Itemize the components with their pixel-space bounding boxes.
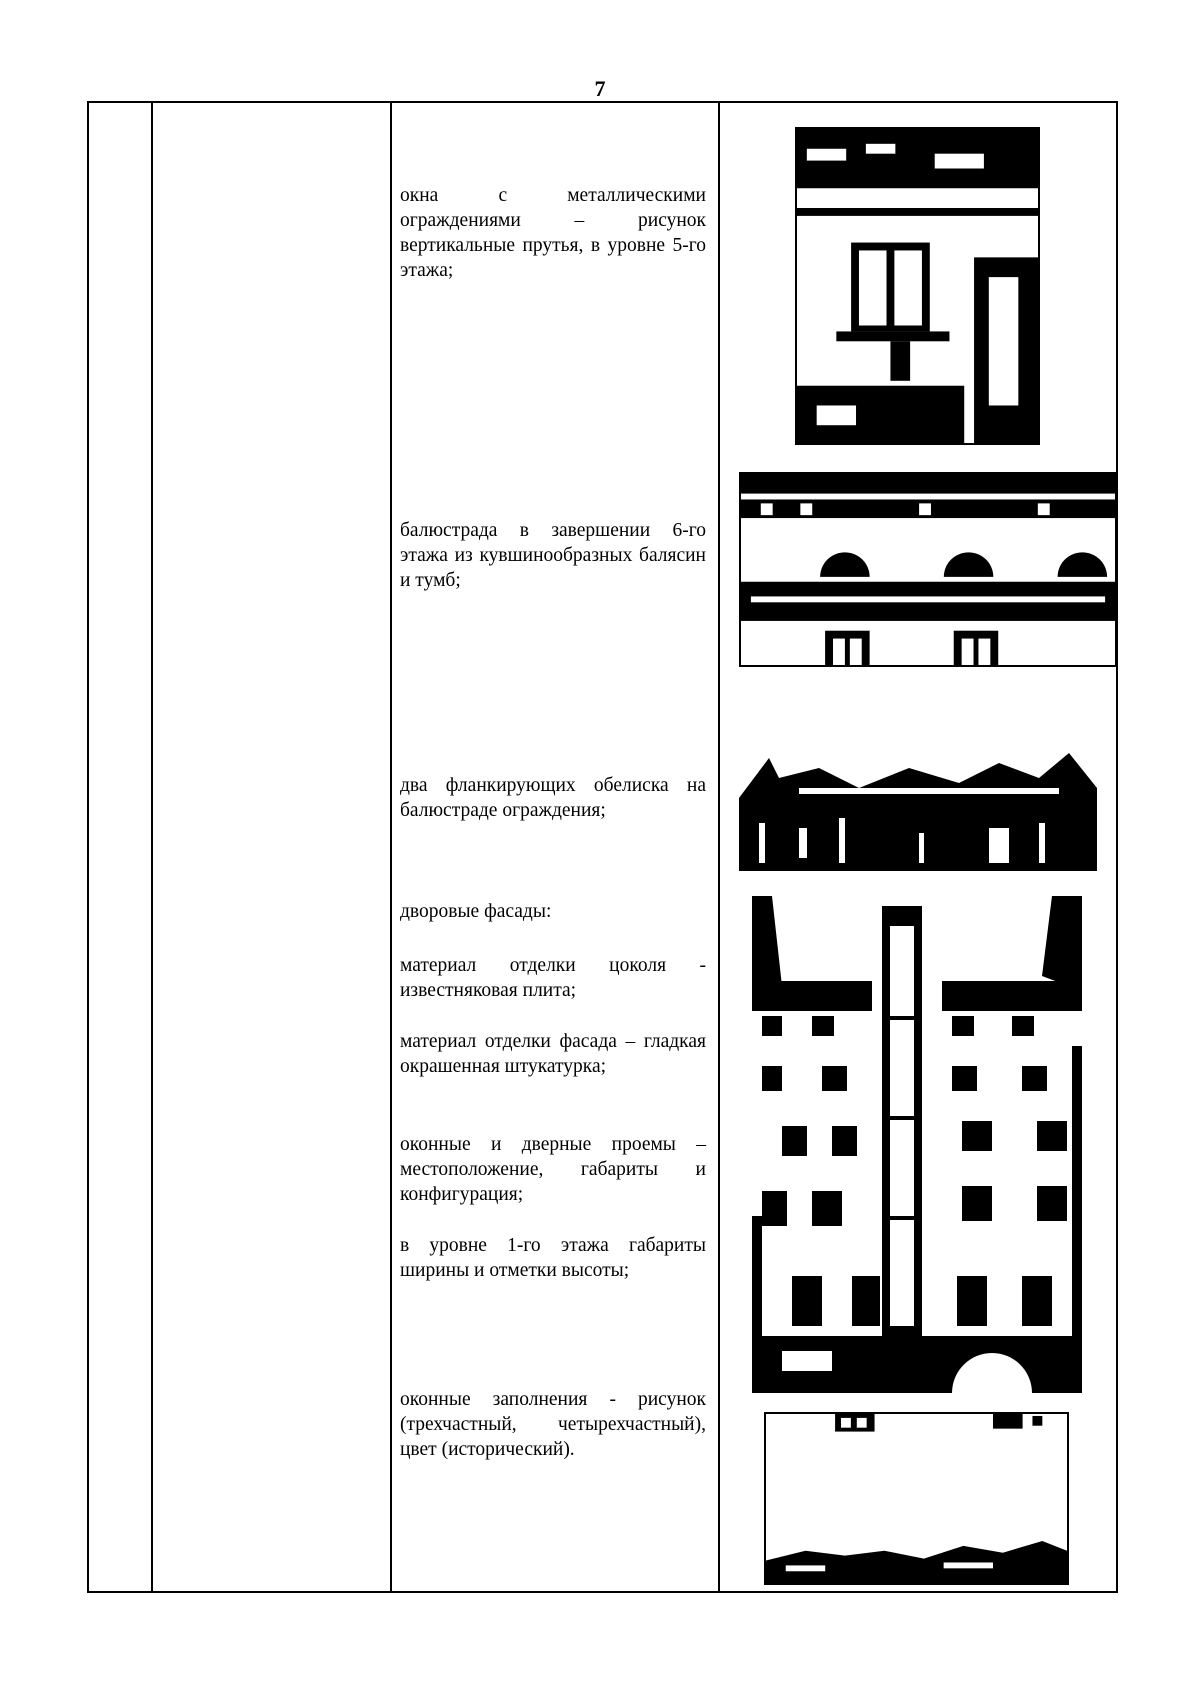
item-obelisks: два фланкирующих обелиска на балюстраде ограждения; bbox=[400, 775, 706, 821]
photo-courtyard-facade bbox=[752, 896, 1082, 1393]
item-balustrade: балюстрада в завершении 6-го этажа из кувшинообразных балясин и тумб; bbox=[400, 520, 706, 591]
photo-balustrade bbox=[739, 472, 1117, 667]
item-windows-railings: окна с металлическими ограждениями – рисунок вертикальные прутья, в уровне 5-го этажа; bbox=[400, 185, 706, 281]
item-courtyard-facades: дворовые фасады: bbox=[400, 901, 552, 922]
item-plinth-material: материал отделки цоколя - известняковая плита; bbox=[400, 955, 706, 1001]
item-facade-material: материал отделки фасада – гладкая окрашенная штукатурка; bbox=[400, 1031, 706, 1077]
column-divider-1 bbox=[151, 101, 153, 1593]
item-window-fillings: оконные заполнения - рисунок (трехчастный, четырехчастный), цвет (исторический). bbox=[400, 1389, 706, 1460]
column-divider-3 bbox=[718, 101, 720, 1593]
page-number: 7 bbox=[594, 76, 606, 101]
photo-window-fillings bbox=[764, 1412, 1069, 1585]
photo-obelisks bbox=[739, 738, 1097, 871]
photo-window-railing bbox=[795, 127, 1040, 445]
item-first-floor: в уровне 1-го этажа габариты ширины и отметки высоты; bbox=[400, 1235, 706, 1281]
column-divider-2 bbox=[390, 101, 392, 1593]
item-openings: оконные и дверные проемы – местоположение, габариты и конфигурация; bbox=[400, 1134, 706, 1205]
